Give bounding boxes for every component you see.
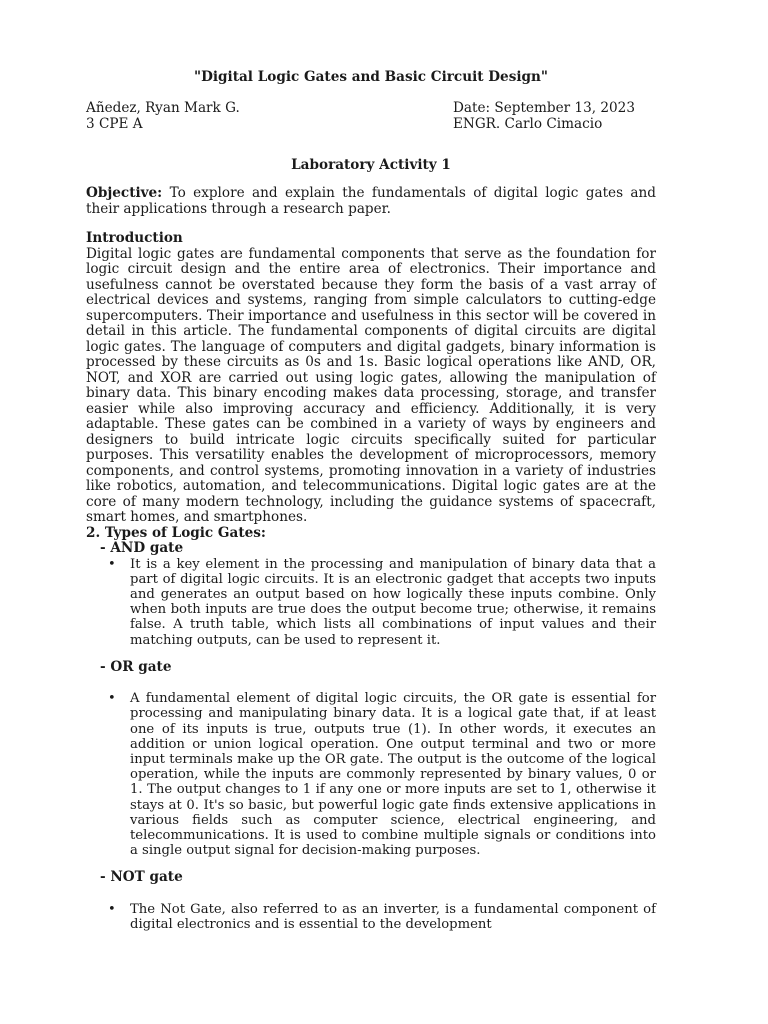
author-name: Añedez, Ryan Mark G. (86, 100, 240, 116)
and-gate-heading: - AND gate (100, 540, 184, 556)
introduction-heading: Introduction (86, 230, 183, 246)
date-line: Date: September 13, 2023 (453, 100, 635, 116)
bullet-dot: • (108, 691, 116, 707)
or-gate-bullet (108, 691, 656, 858)
objective-label: Objective: (86, 185, 163, 201)
activity-title: Laboratory Activity 1 (291, 157, 451, 173)
meta-right (371, 100, 656, 132)
or-gate-heading: - OR gate (100, 658, 172, 675)
objective-text: To explore and explain the fundamentals of digital logic gates and their applications through a research paper. (86, 185, 656, 217)
bullet-dot: • (108, 556, 116, 572)
instructor-name: ENGR. Carlo Cimacio (453, 116, 603, 132)
and-gate-bullet (108, 557, 656, 648)
bullet-dot: • (108, 901, 116, 917)
introduction-text: Digital logic gates are fundamental components that serve as the foundation for logic circuit design and the entire area of electronics. Their importance and usefulness cannot be overstated because they form the basis of a vast array of electrical devices and systems, ranging from simple calculators to cutting-edge supercomputers. Their importance and usefulness in this sector will be covered in detail in this article. The fundamental components of digital circuits are digital logic gates. The language of computers and digital gadgets, binary information is processed by these circuits as 0s and 1s. Basic logical operations like AND, OR, NOT, and XOR are carried out using logic gates, allowing the manipulation of binary data. This binary encoding makes data processing, storage, and transfer easier while also improving accuracy and efficiency. Additionally, it is very adaptable. These gates can be combined in a variety of ways by engineers and designers to build intricate logic circuits specifically suited for particular purposes. This versatility enables the development of microprocessors, memory components, and control systems, promoting innovation in a variety of industries like robotics, automation, and telecommunications. Digital logic gates are at the core of many modern technology, including the guidance systems of spacecraft, smart homes, and smartphones. (86, 245, 656, 525)
or-gate-text: A fundamental element of digital logic circuits, the OR gate is essential for processing and manipulating binary data. It is a logical gate that, if at least one of its inputs is true, outputs true (1). In other words, it executes an addition or union logical operation. One output terminal and two or more input terminals make up the OR gate. The output is the outcome of the logical operation, while the inputs are commonly represented by binary values, 0 or 1. The output changes to 1 if any one or more inputs are set to 1, otherwise it stays at 0. It's so basic, but powerful logic gate finds extensive applications in various fields such as computer science, electrical engineering, and telecommunications. It is used to combine multiple signals or conditions into a single output signal for decision-making purposes. (130, 691, 656, 859)
types-heading: 2. Types of Logic Gates: (86, 524, 266, 541)
document-title: "Digital Logic Gates and Basic Circuit Design" (194, 69, 548, 85)
class-section: 3 CPE A (86, 116, 143, 132)
header-meta (86, 100, 656, 132)
not-gate-text: The Not Gate, also referred to as an inverter, is a fundamental component of digital electronics and is essential to the development (130, 901, 656, 933)
and-gate-text: It is a key element in the processing and manipulation of binary data that a part of digital logic circuits. It is an electronic gadget that accepts two inputs and generates an output based on how logically these inputs combine. Only when both inputs are true does the output become true; otherwise, it remains false. A truth table, which lists all combinations of input values and their matching outputs, can be used to represent it. (130, 556, 656, 648)
not-gate-bullet (108, 902, 656, 932)
not-gate-heading: - NOT gate (100, 869, 183, 886)
objective-paragraph (86, 186, 656, 217)
meta-left (86, 100, 371, 132)
